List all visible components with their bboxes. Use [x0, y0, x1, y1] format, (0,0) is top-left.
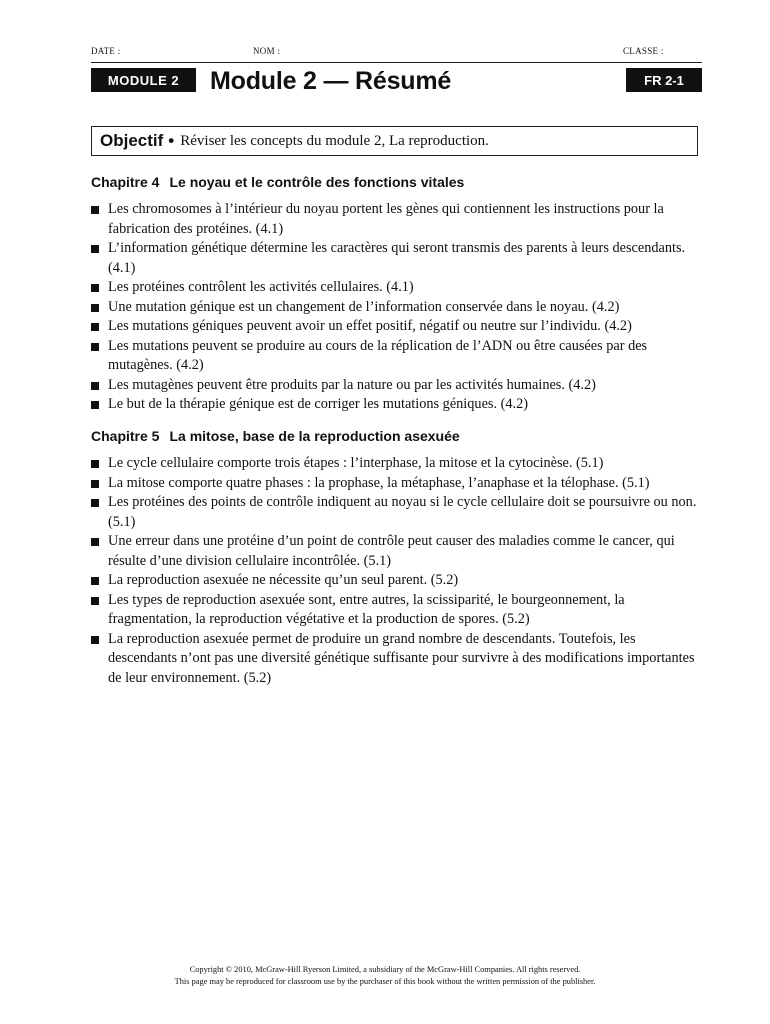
list-item-text: Les mutagènes peuvent être produits par la nature ou par les activités humaines. (4.2) [108, 376, 596, 393]
bullet-icon [91, 538, 99, 546]
chapter-title: La mitose, base de la reproduction asexuée [169, 428, 460, 444]
list-item-text: Les chromosomes à l’intérieur du noyau portent les gènes qui contiennent les instructions pour la fabrication des protéines. (4.1) [108, 201, 664, 237]
list-item [91, 376, 697, 396]
date-label: DATE : [91, 46, 121, 56]
bullet-icon [91, 245, 99, 253]
bullet-icon [91, 499, 99, 507]
list-item-text: L’information génétique détermine les caractères qui seront transmis des parents à leurs descendants. (4.1) [108, 240, 686, 276]
list-item-text: Le cycle cellulaire comporte trois étapes : l’interphase, la mitose et la cytocinèse. (5.1) [108, 455, 604, 471]
chapter-number: Chapitre 5 [91, 428, 160, 444]
list-item [91, 337, 697, 376]
list-item [91, 317, 697, 337]
bullet-icon [91, 343, 99, 351]
permission-line: This page may be reproduced for classroom use by the purchaser of this book without the written permission of the publisher. [174, 977, 596, 986]
list-item [91, 200, 697, 239]
list-item [91, 474, 697, 494]
bullet-icon [91, 206, 99, 214]
list-item-text: Les types de reproduction asexuée sont, entre autres, la scissiparité, le bourgeonnement, la fragmentation, la reproduction végétative et la production de spores. (5.2) [108, 591, 625, 627]
page-title: Module 2 — Résumé [210, 67, 452, 95]
list-item [91, 630, 697, 689]
list-item-text: Une mutation génique est un changement de l’information conservée dans le noyau. (4.2) [108, 298, 620, 315]
chapter-4-list [91, 200, 697, 415]
list-item-text: Les mutations peuvent se produire au cours de la réplication de l’ADN ou être causées par des mutagènes. (4.2) [108, 337, 648, 373]
list-item-text: La reproduction asexuée ne nécessite qu’un seul parent. (5.2) [108, 572, 459, 588]
list-item [91, 395, 697, 415]
list-item-text: Le but de la thérapie génique est de corriger les mutations géniques. (4.2) [108, 396, 529, 412]
classe-label: CLASSE : [623, 46, 664, 56]
bullet-icon [91, 480, 99, 488]
chapter-number: Chapitre 4 [91, 174, 160, 190]
list-item [91, 278, 697, 298]
bullet-icon [91, 304, 99, 312]
bullet-icon [91, 401, 99, 409]
objectif-text: Réviser les concepts du module 2, La reproduction. [180, 132, 489, 149]
list-item-text: Les protéines contrôlent les activités cellulaires. (4.1) [108, 279, 414, 295]
list-item-text: Les protéines des points de contrôle indiquent au noyau si le cycle cellulaire doit se poursuivre ou non. (5.1) [108, 494, 697, 530]
list-item [91, 571, 697, 591]
bullet-icon [91, 577, 99, 585]
bullet-icon [91, 597, 99, 605]
list-item [91, 298, 697, 318]
objectif-separator: • [168, 131, 175, 150]
bullet-icon [91, 382, 99, 390]
header-rule [91, 62, 702, 63]
copyright-footer [0, 964, 770, 988]
list-item [91, 532, 697, 571]
list-item-text: Une erreur dans une protéine d’un point de contrôle peut causer des maladies comme le cancer, qui résulte d’une division cellulaire incontrôlée. (5.1) [108, 533, 675, 569]
bullet-icon [91, 284, 99, 292]
objectif-box [91, 126, 698, 156]
chapter-5-heading [91, 428, 460, 444]
objectif-label: Objectif [100, 131, 164, 150]
module-tag: MODULE 2 [91, 68, 196, 92]
list-item [91, 591, 697, 630]
list-item-text: Les mutations géniques peuvent avoir un effet positif, négatif ou neutre sur l’individu. (4.2) [108, 318, 632, 334]
sheet-tag: FR 2-1 [626, 68, 702, 92]
list-item [91, 454, 697, 474]
chapter-5-list [91, 454, 697, 688]
nom-label: NOM : [253, 46, 281, 56]
bullet-icon [91, 636, 99, 644]
list-item [91, 493, 697, 532]
list-item-text: La reproduction asexuée permet de produire un grand nombre de descendants. Toutefois, les descendants n’ont pas une diversité génétique suffisante pour survivre à des modifications importantes de leur environnement. (5.2) [108, 630, 695, 686]
bullet-icon [91, 460, 99, 468]
copyright-line: Copyright © 2010, McGraw-Hill Ryerson Limited, a subsidiary of the McGraw-Hill Companies. All rights reserved. [189, 965, 581, 974]
list-item [91, 239, 697, 278]
bullet-icon [91, 323, 99, 331]
list-item-text: La mitose comporte quatre phases : la prophase, la métaphase, l’anaphase et la télophase. (5.1) [108, 474, 650, 491]
chapter-title: Le noyau et le contrôle des fonctions vitales [169, 174, 465, 190]
chapter-4-heading [91, 174, 464, 190]
